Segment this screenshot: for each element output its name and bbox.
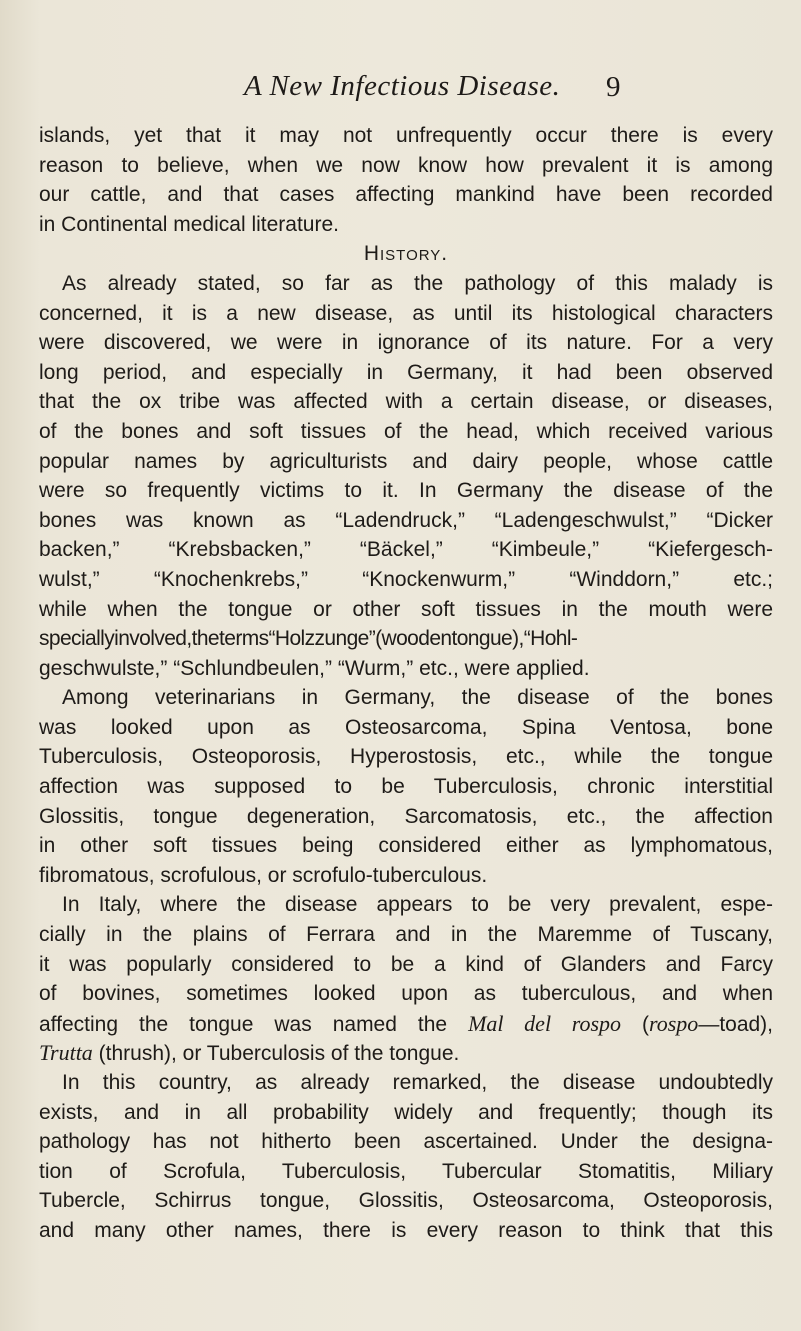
text-line: while when the tongue or other soft tissues in the mouth were bbox=[39, 597, 773, 621]
text-line: backen,” “Krebsbacken,” “Bäckel,” “Kimbeule,” “Kiefergesch- bbox=[39, 538, 773, 562]
text-line: our cattle, and that cases affecting mankind have been recorded bbox=[39, 183, 773, 207]
text-line bbox=[39, 1009, 773, 1039]
text-line: As already stated, so far as the pathology of this malady is bbox=[62, 271, 773, 295]
running-title: A New Infectious Disease. bbox=[244, 70, 561, 102]
text-line: concerned, it is a new disease, as until its histological characters bbox=[39, 301, 773, 325]
section-heading: History. bbox=[363, 242, 449, 266]
text-line: were so frequently victims to it. In Germany the disease of the bbox=[39, 479, 773, 503]
text-line: it was popularly considered to be a kind of Glanders and Farcy bbox=[39, 952, 773, 976]
text-line: In this country, as already remarked, the disease undoubtedly bbox=[62, 1071, 773, 1094]
text-line: in other soft tissues being considered either as lymphomatous, bbox=[39, 834, 773, 858]
italic-term: Trutta bbox=[39, 1040, 93, 1066]
text-segment: affecting the tongue was named the bbox=[39, 1012, 469, 1036]
running-head bbox=[0, 70, 801, 110]
body-text bbox=[39, 121, 773, 1246]
italic-term: rospo bbox=[649, 1010, 699, 1036]
text-line: tion of Scrofula, Tuberculosis, Tubercular Stomatitis, Miliary bbox=[39, 1159, 773, 1183]
text-line: reason to believe, when we now know how prevalent it is among bbox=[39, 153, 773, 177]
text-line: islands, yet that it may not unfrequently occur there is every bbox=[39, 124, 773, 147]
page-number: 9 bbox=[606, 71, 621, 103]
text-line: of the bones and soft tissues of the head, which received various bbox=[39, 419, 773, 443]
text-line: fibromatous, scrofulous, or scrofulo-tuberculous. bbox=[39, 863, 488, 887]
text-line: popular names by agriculturists and dairy people, whose cattle bbox=[39, 449, 773, 473]
text-line: cially in the plains of Ferrara and in the Maremme of Tuscany, bbox=[39, 923, 773, 947]
text-line bbox=[39, 1038, 773, 1068]
text-line: exists, and in all probability widely and frequently; though its bbox=[39, 1100, 773, 1124]
text-line: Tubercle, Schirrus tongue, Glossitis, Osteosarcoma, Osteoporosis, bbox=[39, 1189, 773, 1213]
text-line: bones was known as “Ladendruck,” “Ladengeschwulst,” “Dicker bbox=[39, 508, 773, 532]
italic-term: Mal del rospo bbox=[468, 1010, 622, 1036]
text-line: and many other names, there is every reason to think that this bbox=[39, 1218, 773, 1242]
text-line: Glossitis, tongue degeneration, Sarcomatosis, etc., the affection bbox=[39, 804, 773, 828]
text-line: Tuberculosis, Osteoporosis, Hyperostosis, etc., while the tongue bbox=[39, 745, 773, 769]
text-line: in Continental medical literature. bbox=[39, 212, 339, 236]
text-line: wulst,” “Knochenkrebs,” “Knockenwurm,” “Winddorn,” etc.; bbox=[39, 567, 773, 591]
text-line: long period, and especially in Germany, it had been observed bbox=[39, 360, 773, 384]
text-segment: ( bbox=[621, 1012, 649, 1036]
text-line: was looked upon as Osteosarcoma, Spina Ventosa, bone bbox=[39, 715, 773, 739]
text-segment: (thrush), or Tuberculosis of the tongue. bbox=[92, 1042, 460, 1066]
text-line: of bovines, sometimes looked upon as tuberculous, and when bbox=[39, 982, 773, 1006]
text-segment: —toad), bbox=[698, 1012, 774, 1036]
text-line: were discovered, we were in ignorance of its nature. For a very bbox=[39, 331, 773, 355]
text-line: speciallyinvolved,theterms“Holzzunge”(woodentongue),“Hohl- bbox=[39, 627, 578, 651]
text-line: affection was supposed to be Tuberculosis, chronic interstitial bbox=[39, 775, 773, 799]
text-line: geschwulste,” “Schlundbeulen,” “Wurm,” etc., were applied. bbox=[39, 656, 590, 680]
text-line: that the ox tribe was affected with a certain disease, or diseases, bbox=[39, 390, 773, 414]
text-line: In Italy, where the disease appears to be very prevalent, espe- bbox=[62, 893, 773, 917]
text-line: Among veterinarians in Germany, the disease of the bones bbox=[62, 686, 773, 710]
text-line: pathology has not hitherto been ascertained. Under the designa- bbox=[39, 1130, 773, 1154]
